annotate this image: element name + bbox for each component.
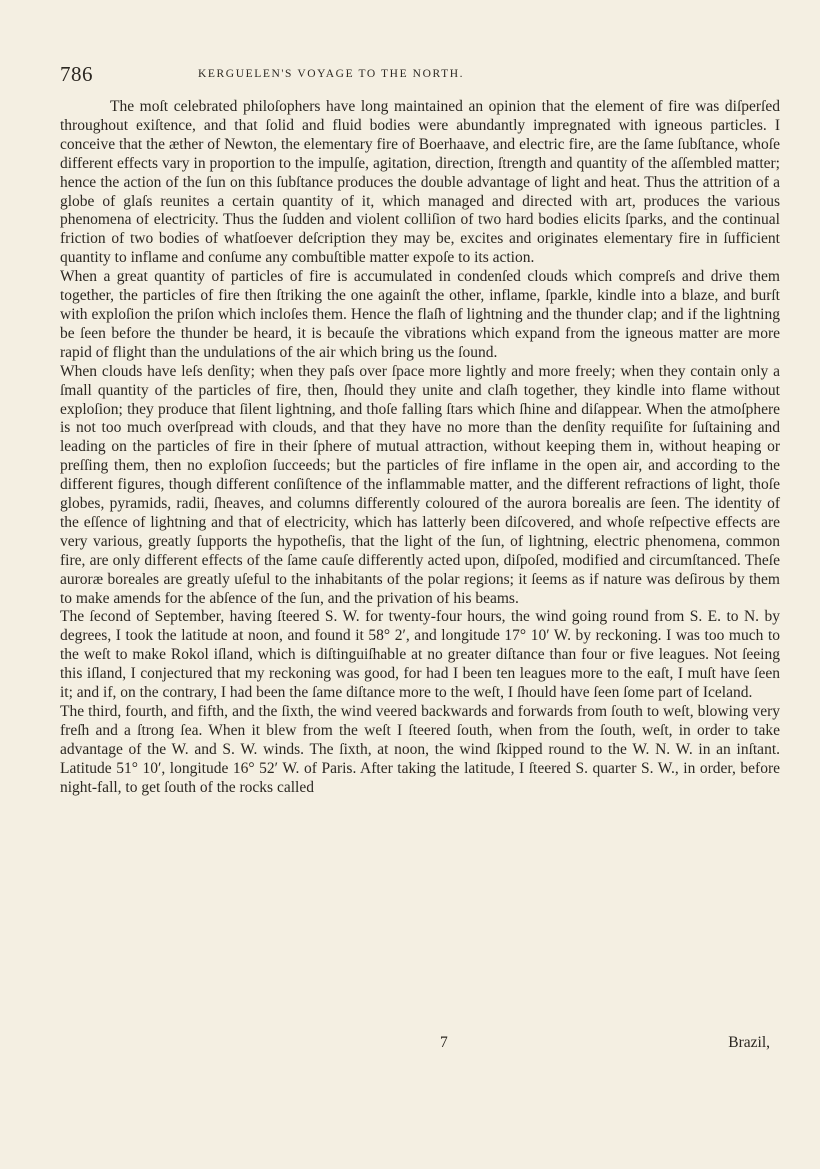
- body-text: [60, 98, 780, 798]
- paragraph: When clouds have leſs denſity; when they paſs over ſpace more lightly and more freely; when they contain only a ſmall quantity of the particles of fire, then, ſhould they unite and claſh together, they kindle into flame without exploſion; they produce that ſilent lightning, and thoſe falling ſtars which ſhine and diſappear. When the atmoſphere is not too much overſpread with clouds, and that they have no more than the denſity requiſite for ſuſtaining and leading on the particles of fire in their ſphere of mutual attraction, without keeping them in, without heaping or preſſing them, then no exploſion ſucceeds; but the particles of fire inflame in the open air, and according to the different figures, though different conſiſtence of the inflammable matter, and the different refractions of light, thoſe globes, pyramids, radii, ſheaves, and columns differently coloured of the aurora borealis are ſeen. The identity of the eſſence of lightning and that of electricity, which has latterly been diſcovered, and whoſe reſpective effects are very various, greatly ſupports the hypotheſis, that the light of the ſun, of lightning, electric phenomena, common fire, are only different effects of the ſame cauſe differently acted upon, diſpoſed, modified and circumſtanced. Theſe auroræ boreales are greatly uſeful to the inhabitants of the polar regions; it ſeems as if nature was deſirous by them to make amends for the abſence of the ſun, and the privation of his beams.: [60, 362, 780, 607]
- catchword: Brazil,: [728, 1034, 770, 1051]
- page-footer: [60, 1034, 780, 1058]
- running-head: KERGUELEN'S VOYAGE TO THE NORTH.: [198, 68, 465, 80]
- page-number: 786: [60, 62, 93, 86]
- paragraph: The moſt celebrated philoſophers have long maintained an opinion that the element of fire was diſperſed throughout exiſtence, and that ſolid and fluid bodies were abundantly impregnated with igneous particles. I conceive that the æther of Newton, the elementary fire of Boerhaave, and electric fire, are the ſame ſubſtance, whoſe different effects vary in proportion to the impulſe, agitation, direction, ſtrength and quantity of the aſſembled matter; hence the action of the ſun on this ſubſtance produces the double advantage of light and heat. Thus the attrition of a globe of glaſs reunites a certain quantity of it, which managed and directed with art, produces the various phenomena of electricity. Thus the ſudden and violent colliſion of two hard bodies elicits ſparks, and the continual friction of two bodies of whatſoever deſcription they may be, excites and originates elementary fire in ſufficient quantity to inflame and conſume any combuſtible matter expoſe to its action.: [60, 98, 780, 267]
- paragraph: The ſecond of September, having ſteered S. W. for twenty-four hours, the wind going round from S. E. to N. by degrees, I took the latitude at noon, and found it 58° 2′, and longitude 17° 10′ W. by reckoning. I was too much to the weſt to make Rokol iſland, which is diſtinguiſhable at no greater diſtance than four or five leagues. Not ſeeing this iſland, I conjectured that my reckoning was good, for had I been ten leagues more to the eaſt, I muſt have ſeen it; and if, on the contrary, I had been the ſame diſtance more to the weſt, I ſhould have ſeen ſome part of Iceland.: [60, 608, 780, 702]
- signature-mark: 7: [440, 1034, 448, 1051]
- paragraph: When a great quantity of particles of fire is accumulated in condenſed clouds which compreſs and drive them together, the particles of fire then ſtriking the one againſt the other, inflame, ſparkle, kindle into a blaze, and burſt with exploſion the priſon which incloſes them. Hence the flaſh of lightning and the thunder clap; and if the lightning be ſeen before the thunder be heard, it is becauſe the vibrations which expand from the igneous matter are more rapid of flight than the undulations of the air which bring us the ſound.: [60, 268, 780, 361]
- page-header: [60, 62, 780, 92]
- paragraph: The third, fourth, and fifth, and the ſixth, the wind veered backwards and forwards from ſouth to weſt, blowing very freſh and a ſtrong ſea. When it blew from the weſt I ſteered ſouth, when from the ſouth, weſt, in order to take advantage of the W. and S. W. winds. The ſixth, at noon, the wind ſkipped round to the W. N. W. in an inſtant. Latitude 51° 10′, longitude 16° 52′ W. of Paris. After taking the latitude, I ſteered S. quarter S. W., in order, before night-fall, to get ſouth of the rocks called: [60, 703, 780, 796]
